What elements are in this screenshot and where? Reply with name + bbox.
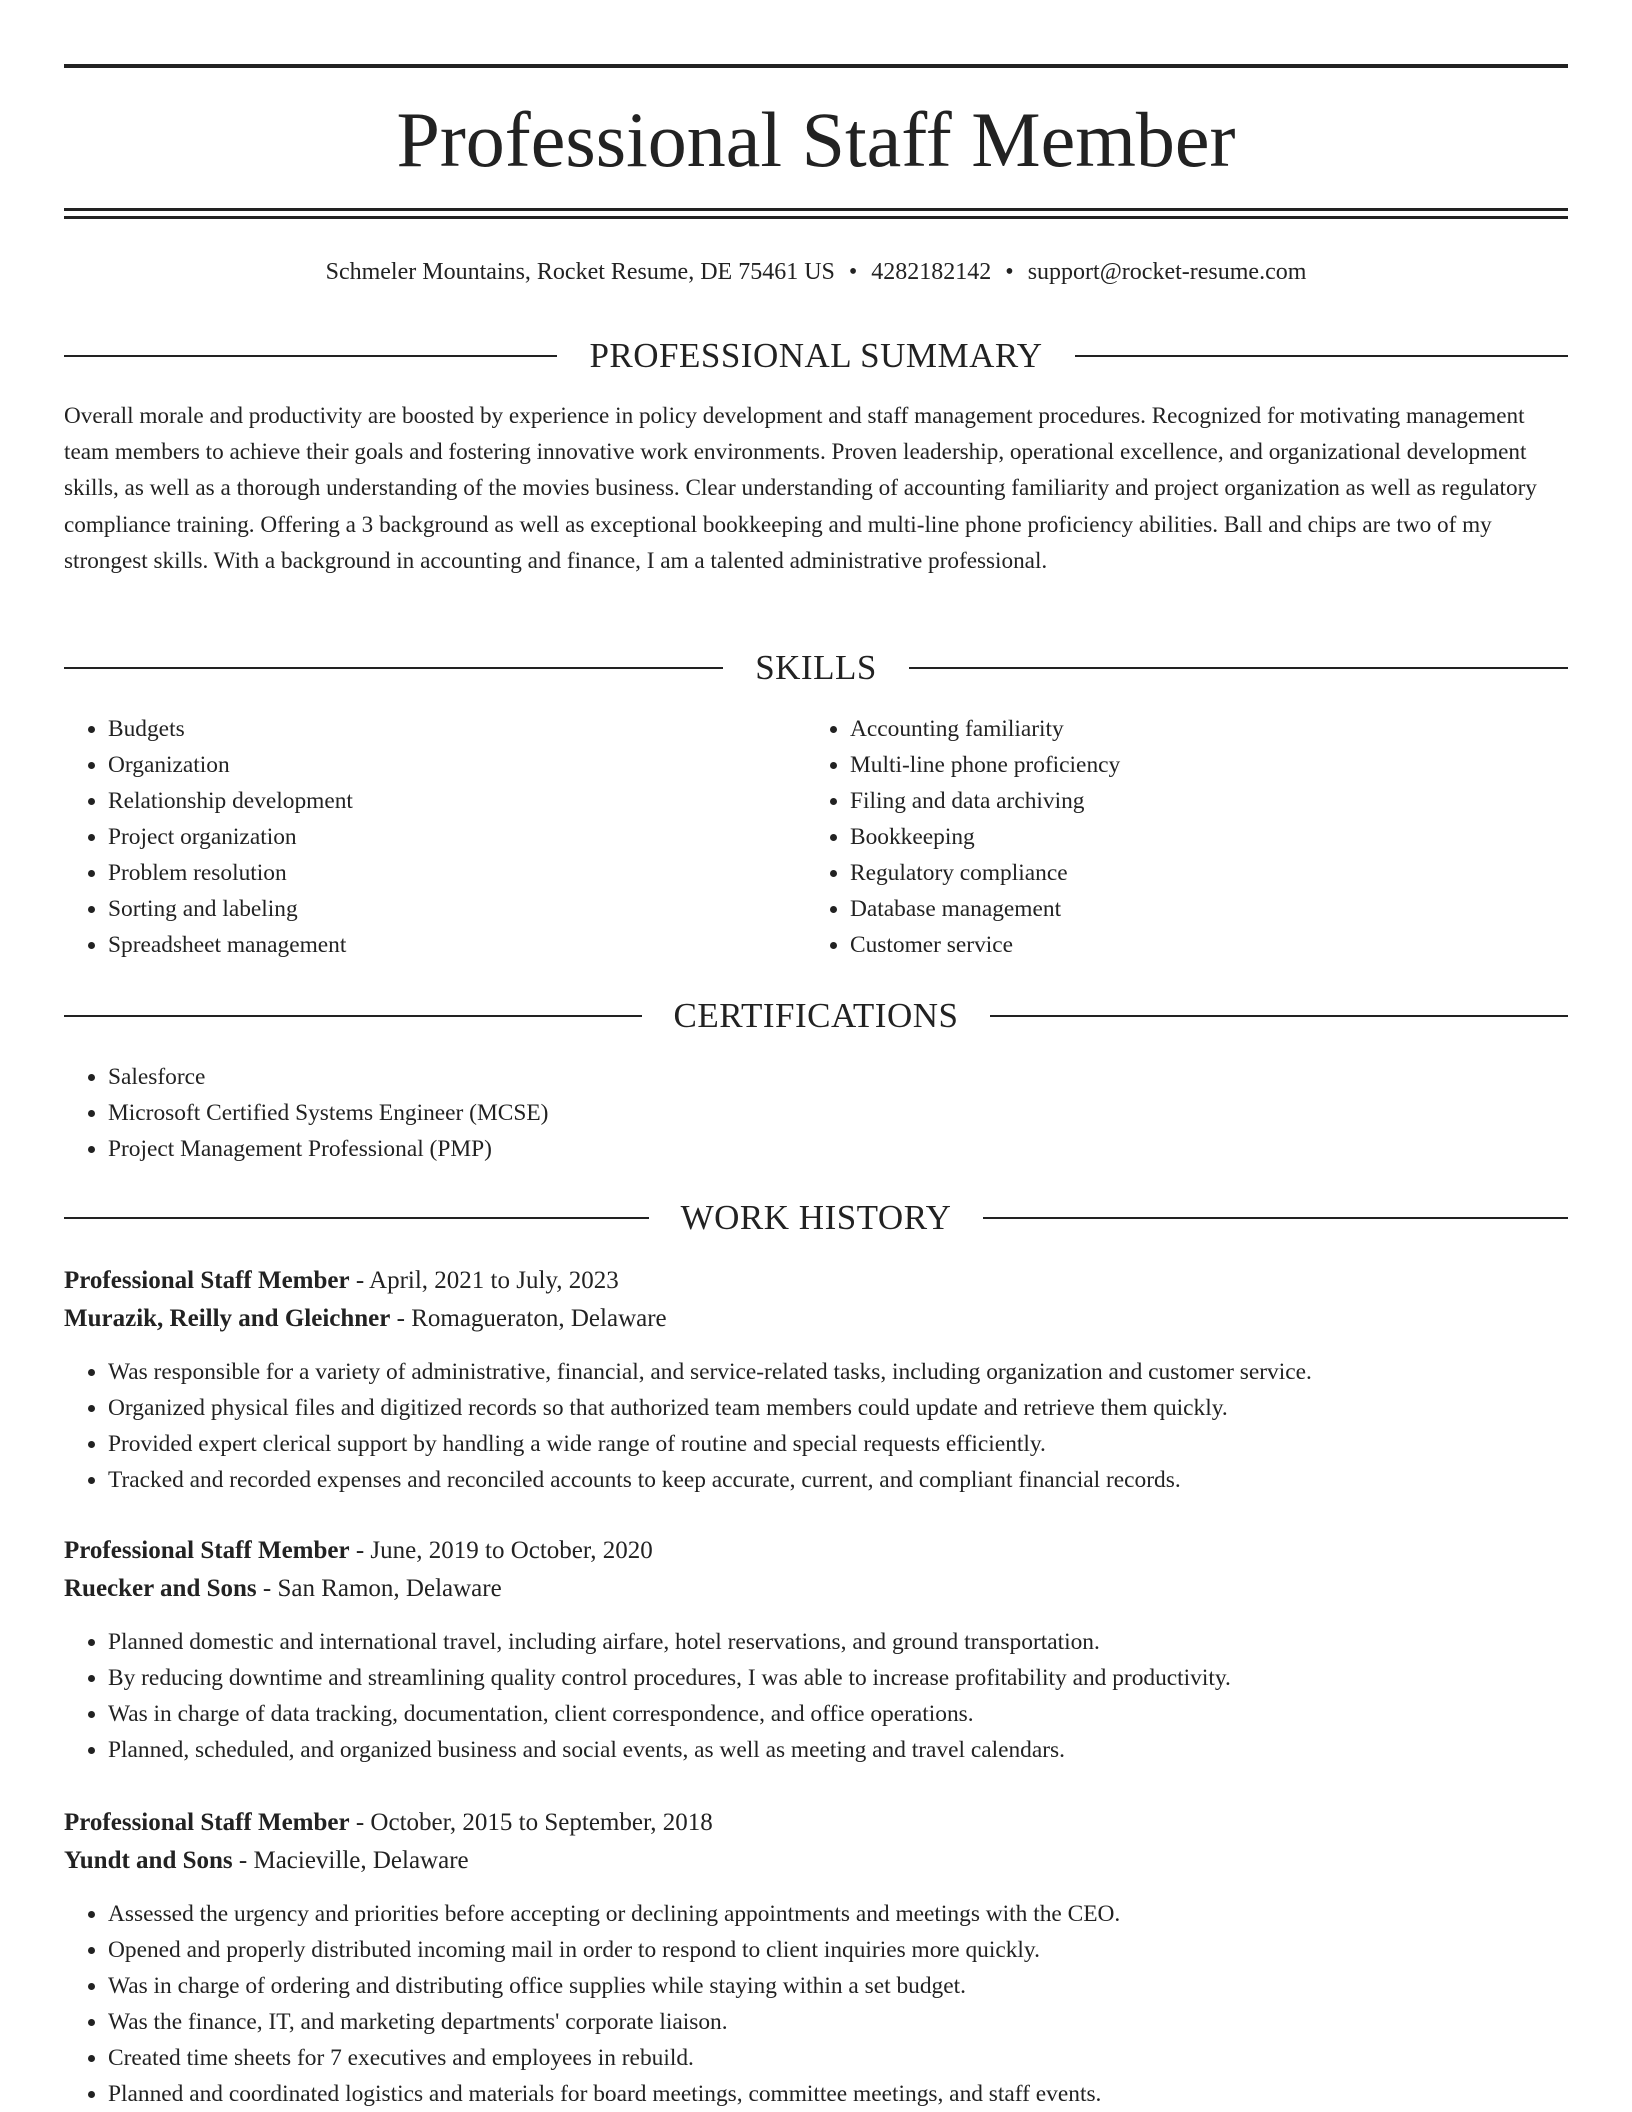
job-dates: - June, 2019 to October, 2020	[349, 1537, 653, 1564]
summary-heading	[64, 334, 1568, 378]
contact-info	[64, 254, 1568, 290]
certification-item: • Project Management Professional (PMP)	[108, 1131, 1568, 1167]
skill-item: • Budgets	[108, 711, 806, 747]
job-dates: - October, 2015 to September, 2018	[349, 1809, 713, 1836]
job-bullet: • Was in charge of data tracking, documentation, client correspondence, and office operations.	[108, 1696, 1568, 1732]
contact-phone: 4282182142	[871, 259, 992, 285]
heading-rule-left	[64, 667, 723, 669]
job-title: Professional Staff Member	[64, 1809, 350, 1836]
job-location: - Romagueraton, Delaware	[390, 1305, 667, 1332]
job-bullet: • Planned domestic and international travel, including airfare, hotel reservations, and ground transportation.	[108, 1624, 1568, 1660]
skill-item: • Sorting and labeling	[108, 891, 806, 927]
skill-item: • Filing and data archiving	[850, 783, 1548, 819]
certification-item: • Microsoft Certified Systems Engineer (MCSE)	[108, 1095, 1568, 1131]
skill-item: • Organization	[108, 747, 806, 783]
job-dates: - April, 2021 to July, 2023	[349, 1267, 619, 1294]
contact-separator: •	[1005, 259, 1014, 285]
job-location: - San Ramon, Delaware	[256, 1575, 502, 1602]
skill-item: • Regulatory compliance	[850, 855, 1548, 891]
heading-rule-right	[990, 1015, 1568, 1017]
heading-rule-right	[983, 1217, 1568, 1219]
work-history-heading-title: WORK HISTORY	[680, 1198, 952, 1237]
job-bullets	[64, 1624, 1568, 1768]
heading-rule-left	[64, 1015, 642, 1017]
top-rule	[64, 64, 1568, 68]
skills-heading-title: SKILLS	[755, 648, 877, 687]
job-bullets	[64, 1354, 1568, 1498]
job-bullet: • Was in charge of ordering and distributing office supplies while staying within a set budget.	[108, 1968, 1568, 2004]
certifications-heading-title: CERTIFICATIONS	[673, 996, 959, 1035]
job-bullets	[64, 1896, 1568, 2112]
skills-list	[64, 711, 1568, 963]
job-title: Professional Staff Member	[64, 1267, 350, 1294]
job-bullet: • Opened and properly distributed incoming mail in order to respond to client inquiries more quickly.	[108, 1932, 1568, 1968]
heading-rule-right	[909, 667, 1568, 669]
job-company-line	[64, 1570, 1568, 1608]
summary-text: Overall morale and productivity are boosted by experience in policy development and staff management procedures. Recognized for motivating management team members to achieve their goals and fostering innovative work environments. Proven leadership, operational excellence, and organizational development skills, as well as a thorough understanding of the movies business. Clear understanding of accounting familiarity and project organization as well as regulatory compliance training. Offering a 3 background as well as exceptional bookkeeping and multi-line phone proficiency abilities. Ball and chips are two of my strongest skills. With a background in accounting and finance, I am a talented administrative professional.	[64, 403, 1537, 574]
job-bullet: • Planned, scheduled, and organized business and social events, as well as meeting and travel calendars.	[108, 1732, 1568, 1768]
job-title-line	[64, 1804, 1568, 1842]
certification-item: • Salesforce	[108, 1059, 1568, 1095]
skills-heading	[64, 646, 1568, 690]
job-entry	[64, 1262, 1568, 1498]
contact-address: Schmeler Mountains, Rocket Resume, DE 75461 US	[325, 259, 835, 285]
job-bullet: • Planned and coordinated logistics and materials for board meetings, committee meetings, and staff events.	[108, 2076, 1568, 2112]
skill-item: • Multi-line phone proficiency	[850, 747, 1548, 783]
job-bullet: • Created time sheets for 7 executives and employees in rebuild.	[108, 2040, 1568, 2076]
job-entry	[64, 1532, 1568, 1768]
skill-item: • Spreadsheet management	[108, 927, 806, 963]
candidate-name: Professional Staff Member	[396, 96, 1236, 183]
skill-item: • Customer service	[850, 927, 1548, 963]
work-history-heading	[64, 1196, 1568, 1240]
job-entry	[64, 1804, 1568, 2112]
skills-column-right	[806, 711, 1548, 963]
name-double-rule	[64, 208, 1568, 219]
certifications-list	[64, 1059, 1568, 1167]
job-bullet: • Organized physical files and digitized records so that authorized team members could update and retrieve them quickly.	[108, 1390, 1568, 1426]
job-company-line	[64, 1842, 1568, 1880]
skill-item: • Problem resolution	[108, 855, 806, 891]
job-company: Yundt and Sons	[64, 1847, 233, 1874]
heading-rule-left	[64, 355, 557, 357]
job-bullet: • Assessed the urgency and priorities before accepting or declining appointments and meetings with the CEO.	[108, 1896, 1568, 1932]
skills-column-left	[64, 711, 806, 963]
job-company: Ruecker and Sons	[64, 1575, 257, 1602]
contact-separator: •	[848, 259, 858, 285]
job-title-line	[64, 1262, 1568, 1300]
skill-item: • Bookkeeping	[850, 819, 1548, 855]
job-bullet: • Was responsible for a variety of administrative, financial, and service-related tasks, including organization and customer service.	[108, 1354, 1568, 1390]
job-company-line	[64, 1300, 1568, 1338]
heading-rule-left	[64, 1217, 649, 1219]
job-title: Professional Staff Member	[64, 1537, 350, 1564]
job-bullet: • Tracked and recorded expenses and reconciled accounts to keep accurate, current, and compliant financial records.	[108, 1462, 1568, 1498]
job-title-line	[64, 1532, 1568, 1570]
skill-item: • Relationship development	[108, 783, 806, 819]
skill-item: • Accounting familiarity	[850, 711, 1548, 747]
job-bullet: • By reducing downtime and streamlining quality control procedures, I was able to increase profitability and productivity.	[108, 1660, 1568, 1696]
heading-rule-right	[1075, 355, 1568, 357]
job-location: - Macieville, Delaware	[232, 1847, 469, 1874]
summary-heading-title: PROFESSIONAL SUMMARY	[589, 336, 1043, 375]
skill-item: • Project organization	[108, 819, 806, 855]
job-bullet: • Provided expert clerical support by handling a wide range of routine and special requests efficiently.	[108, 1426, 1568, 1462]
skill-item: • Database management	[850, 891, 1548, 927]
job-bullet: • Was the finance, IT, and marketing departments' corporate liaison.	[108, 2004, 1568, 2040]
job-company: Murazik, Reilly and Gleichner	[64, 1305, 391, 1332]
certifications-heading	[64, 994, 1568, 1038]
contact-email: support@rocket-resume.com	[1027, 259, 1307, 285]
